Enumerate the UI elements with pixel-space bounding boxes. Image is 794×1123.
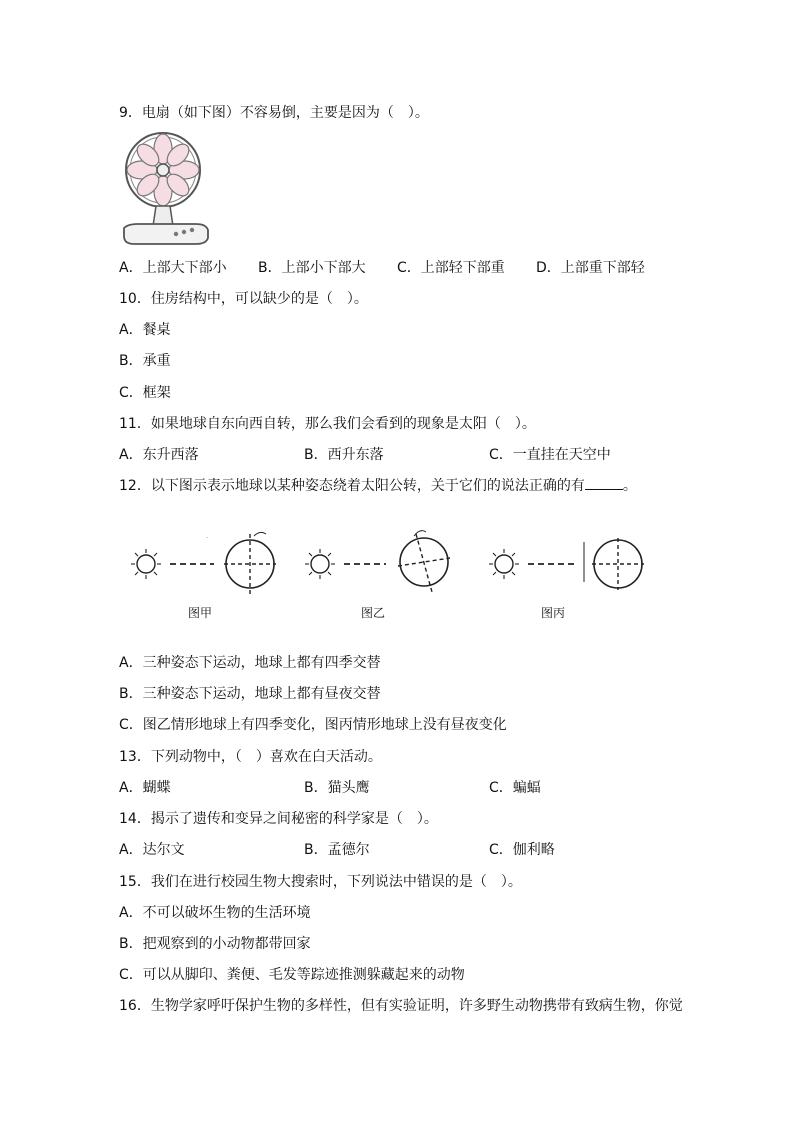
caption-yi: 图乙: [361, 606, 386, 620]
q11-option-a[interactable]: A．东升西落: [119, 447, 199, 463]
q12-option-b[interactable]: B．三种姿态下运动，地球上都有昼夜交替: [119, 686, 381, 702]
q12-stem: [119, 477, 637, 495]
q13-option-b[interactable]: B．猫头鹰: [304, 780, 370, 796]
q15-option-b[interactable]: B．把观察到的小动物都带回家: [119, 936, 311, 952]
q11-option-b[interactable]: B．西升东落: [304, 447, 384, 463]
caption-bing: 图丙: [541, 606, 566, 620]
q12-stem-text: 12．以下图示表示地球以某种姿态绕着太阳公转，关于它们的说法正确的有: [119, 478, 585, 494]
diagram-tiny-label: ·: [206, 535, 208, 542]
q13-option-a[interactable]: A．蝴蝶: [119, 780, 171, 796]
q15-stem: 15．我们在进行校园生物大搜索时，下列说法中错误的是（ ）。: [119, 874, 522, 890]
q14-option-a[interactable]: A．达尔文: [119, 842, 185, 858]
q12-stem-end: 。: [622, 478, 637, 494]
caption-jia: 图甲: [188, 606, 213, 620]
q12-option-c[interactable]: C．图乙情形地球上有四季变化，图丙情形地球上没有昼夜变化: [119, 717, 507, 733]
fan-illustration: [118, 130, 214, 248]
q10-stem: 10．住房结构中，可以缺少的是（ ）。: [119, 291, 368, 307]
q14-stem: 14．揭示了遗传和变异之间秘密的科学家是（ ）。: [119, 811, 438, 827]
q11-stem: 11．如果地球自东向西自转，那么我们会看到的现象是太阳（ ）。: [119, 416, 536, 432]
q15-option-a[interactable]: A．不可以破坏生物的生活环境: [119, 905, 311, 921]
q13-option-c[interactable]: C．蝙蝠: [489, 780, 541, 796]
q9-stem: 9．电扇（如下图）不容易倒，主要是因为（ ）。: [119, 105, 429, 121]
q15-option-c[interactable]: C．可以从脚印、粪便、毛发等踪迹推测躲藏起来的动物: [119, 967, 465, 983]
q9-option-d[interactable]: D．上部重下部轻: [536, 260, 645, 276]
diagram-jia: [122, 522, 282, 602]
q9-option-b[interactable]: B．上部小下部大: [258, 260, 366, 276]
q13-stem: 13．下列动物中，（ ）喜欢在白天活动。: [119, 749, 382, 765]
q12-option-a[interactable]: A．三种姿态下运动，地球上都有四季交替: [119, 655, 381, 671]
q11-option-c[interactable]: C．一直挂在天空中: [489, 447, 611, 463]
q14-option-c[interactable]: C．伽利略: [489, 842, 555, 858]
q10-option-c[interactable]: C．框架: [119, 385, 171, 401]
diagram-yi: [296, 522, 456, 602]
q9-option-a[interactable]: A．上部大下部小: [119, 260, 227, 276]
q16-stem: 16．生物学家呼吁保护生物的多样性，但有实验证明，许多野生动物携带有致病生物，你觉: [119, 998, 683, 1014]
q14-option-b[interactable]: B．孟德尔: [304, 842, 370, 858]
q10-option-b[interactable]: B．承重: [119, 353, 171, 369]
answer-blank[interactable]: [585, 477, 623, 490]
diagram-bing: [480, 522, 650, 602]
q9-option-c[interactable]: C．上部轻下部重: [397, 260, 505, 276]
q10-option-a[interactable]: A．餐桌: [119, 322, 171, 338]
